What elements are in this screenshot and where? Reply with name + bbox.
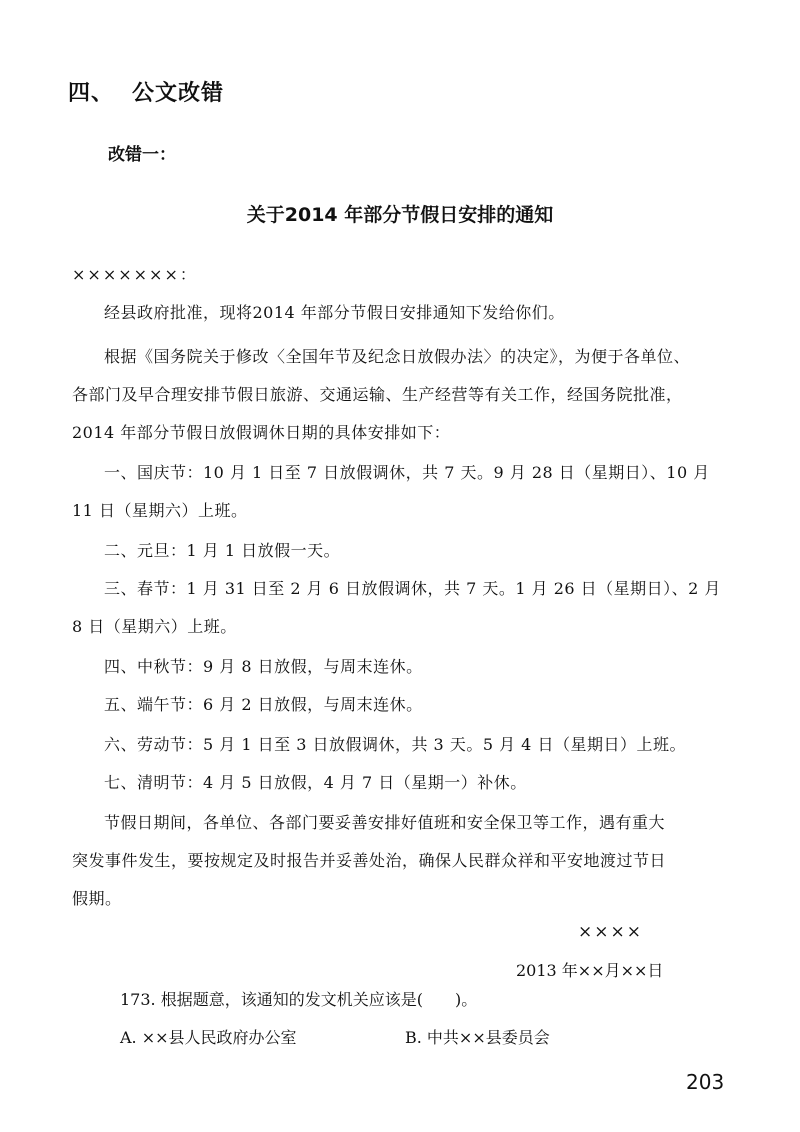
exercise-subheading: 改错一： [108, 145, 176, 165]
body-line: 各部门及早合理安排节假日旅游、交通运输、生产经营等有关工作，经国务院批准， [72, 385, 683, 404]
page-number: 203 [686, 1070, 725, 1094]
body-line: 四、中秋节：9 月 8 日放假，与周末连休。 [104, 657, 423, 676]
body-line: 经县政府批准，现将2014 年部分节假日安排通知下发给你们。 [104, 303, 565, 322]
body-line: 根据《国务院关于修改〈全国年节及纪念日放假办法〉的决定》，为便于各单位、 [104, 347, 691, 366]
option-b: B. 中共××县委员会 [405, 1028, 550, 1047]
body-line: 2014 年部分节假日放假调休日期的具体安排如下： [72, 423, 451, 442]
body-line: 二、元旦：1 月 1 日放假一天。 [104, 541, 341, 560]
notice-title: 关于2014 年部分节假日安排的通知 [246, 204, 554, 226]
body-line: 突发事件发生，要按规定及时报告并妥善处治，确保人民群众祥和平安地渡过节日 [72, 851, 667, 870]
body-line: 假期。 [72, 889, 122, 908]
body-line: 一、国庆节：10 月 1 日至 7 日放假调休，共 7 天。9 月 28 日（星期日）、10 月 [104, 463, 710, 482]
option-a: A. ××县人民政府办公室 [120, 1028, 297, 1047]
question-text: 173. 根据题意，该通知的发文机关应该是( )。 [120, 990, 478, 1009]
section-number: 四、 [68, 81, 115, 106]
body-line: 11 日（星期六）上班。 [72, 501, 248, 520]
section-title: 公文改错 [132, 81, 225, 106]
issue-date: 2013 年××月××日 [516, 961, 664, 980]
body-line: 六、劳动节：5 月 1 日至 3 日放假调休，共 3 天。5 月 4 日（星期日）上班。 [104, 735, 686, 754]
section-heading [68, 76, 224, 107]
issuer-signature: ×××× [578, 922, 643, 942]
body-line: 五、端午节：6 月 2 日放假，与周末连休。 [104, 695, 423, 714]
body-line: 七、清明节：4 月 5 日放假，4 月 7 日（星期一）补休。 [104, 773, 527, 792]
notice-salutation: ×××××××： [72, 265, 198, 284]
body-line: 三、春节：1 月 31 日至 2 月 6 日放假调休，共 7 天。1 月 26 日（星期日）、2 月 [104, 579, 721, 598]
body-line: 8 日（星期六）上班。 [72, 617, 237, 636]
body-line: 节假日期间，各单位、各部门要妥善安排好值班和安全保卫等工作，遇有重大 [104, 813, 666, 832]
